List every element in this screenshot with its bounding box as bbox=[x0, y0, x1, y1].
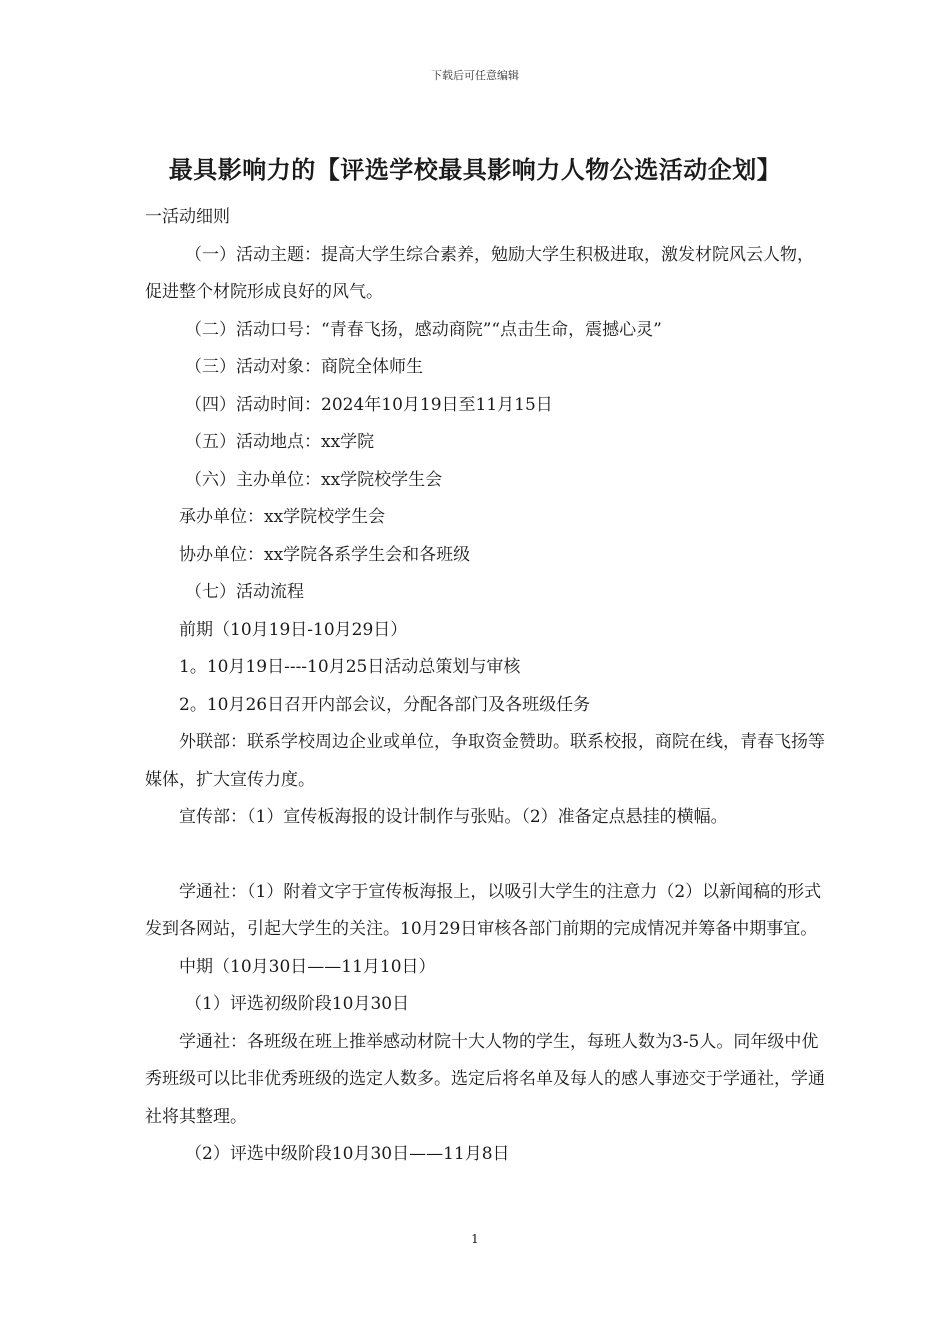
paragraph-audience: （三）活动对象：商院全体师生 bbox=[185, 357, 423, 377]
paragraph-news-agency: 学通社：（1）附着文字于宣传板海报上，以吸引大学生的注意力（2）以新闻稿的形式发到各网站，引起大学生的关注。10月29日审核各部门前期的完成情况并筹备中期事宜。 bbox=[145, 881, 822, 939]
paragraph-initial-selection: （1）评选初级阶段10月30日 bbox=[185, 994, 410, 1014]
list-item: 1。10月19日----10月25日活动总策划与审核 bbox=[179, 657, 521, 677]
page-number: 1 bbox=[471, 1232, 479, 1246]
paragraph-process: （七）活动流程 bbox=[185, 582, 304, 602]
header-note: 下载后可任意编辑 bbox=[431, 69, 519, 82]
paragraph-news-agency-selection: 学通社：各班级在班上推举感动材院十大人物的学生，每班人数为3-5人。同年级中优秀班级可以比非优秀班级的选定人数多。选定后将名单及每人的感人事迹交于学通社，学通社将其整理。 bbox=[145, 1031, 825, 1127]
document-title: 最具影响力的【评选学校最具影响力人物公选活动企划】 bbox=[168, 155, 782, 184]
list-item: 2。10月26日召开内部会议，分配各部门及各班级任务 bbox=[179, 694, 591, 715]
paragraph-time: （四）活动时间：2024年10月19日至11月15日 bbox=[185, 394, 553, 415]
blank-line bbox=[145, 837, 825, 874]
paragraph-organizer: 承办单位：xx学院校学生会 bbox=[179, 507, 386, 527]
paragraph-slogan: （二）活动口号：“青春飞扬，感动商院”“点击生命，震撼心灵” bbox=[185, 319, 662, 340]
paragraph-theme: （一）活动主题：提高大学生综合素养，勉励大学生积极进取，激发材院风云人物，促进整个材院形成良好的风气。 bbox=[145, 244, 814, 302]
paragraph-location: （五）活动地点：xx学院 bbox=[185, 432, 375, 452]
paragraph-mid-stage: 中期（10月30日——11月10日） bbox=[179, 956, 436, 977]
document-body bbox=[145, 199, 825, 1174]
section-heading: 一活动细则 bbox=[145, 207, 230, 227]
paragraph-host: （六）主办单位：xx学院校学生会 bbox=[185, 469, 443, 490]
paragraph-liaison-dept: 外联部：联系学校周边企业或单位，争取资金赞助。联系校报，商院在线，青春飞扬等媒体，扩大宣传力度。 bbox=[145, 732, 825, 790]
paragraph-early-stage: 前期（10月19日-10月29日） bbox=[179, 619, 408, 640]
paragraph-co-organizer: 协办单位：xx学院各系学生会和各班级 bbox=[179, 544, 471, 565]
paragraph-publicity-dept: 宣传部：（1）宣传板海报的设计制作与张贴。（2）准备定点悬挂的横幅。 bbox=[179, 807, 728, 827]
paragraph-intermediate-selection: （2）评选中级阶段10月30日——11月8日 bbox=[185, 1144, 510, 1164]
